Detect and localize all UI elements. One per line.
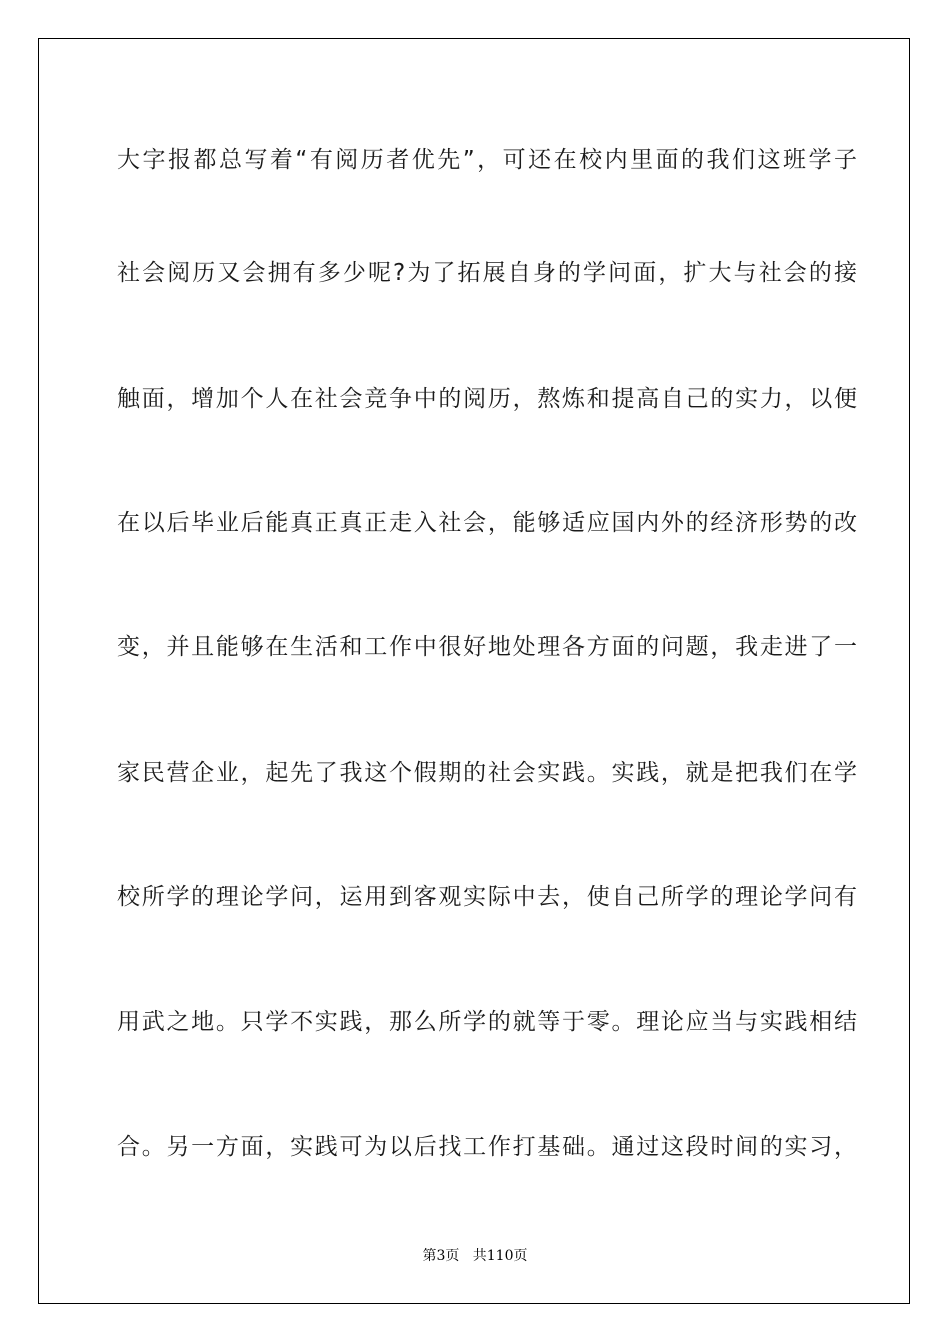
body-text-line: 家民营企业，起先了我这个假期的社会实践。实践，就是把我们在学 — [117, 760, 857, 786]
page-number: 第3页 — [422, 1248, 460, 1264]
body-text-line: 社会阅历又会拥有多少呢?为了拓展自身的学问面，扩大与社会的接 — [117, 260, 857, 286]
page-footer — [0, 1245, 950, 1265]
body-text-line: 校所学的理论学问，运用到客观实际中去，使自己所学的理论学问有 — [117, 884, 857, 910]
body-text-line: 在以后毕业后能真正真正走入社会，能够适应国内外的经济形势的改 — [117, 510, 857, 536]
page-total: 共110页 — [472, 1248, 528, 1264]
body-text-line: 合。另一方面，实践可为以后找工作打基础。通过这段时间的实习， — [117, 1134, 857, 1160]
body-text-line: 用武之地。只学不实践，那么所学的就等于零。理论应当与实践相结 — [117, 1009, 857, 1035]
body-text-line: 变，并且能够在生活和工作中很好地处理各方面的问题，我走进了一 — [117, 634, 857, 660]
body-text-line: 触面，增加个人在社会竞争中的阅历，熬炼和提高自己的实力，以便 — [117, 386, 857, 412]
page-border — [38, 38, 910, 1304]
body-text-line: 大字报都总写着“有阅历者优先”，可还在校内里面的我们这班学子 — [117, 147, 857, 173]
